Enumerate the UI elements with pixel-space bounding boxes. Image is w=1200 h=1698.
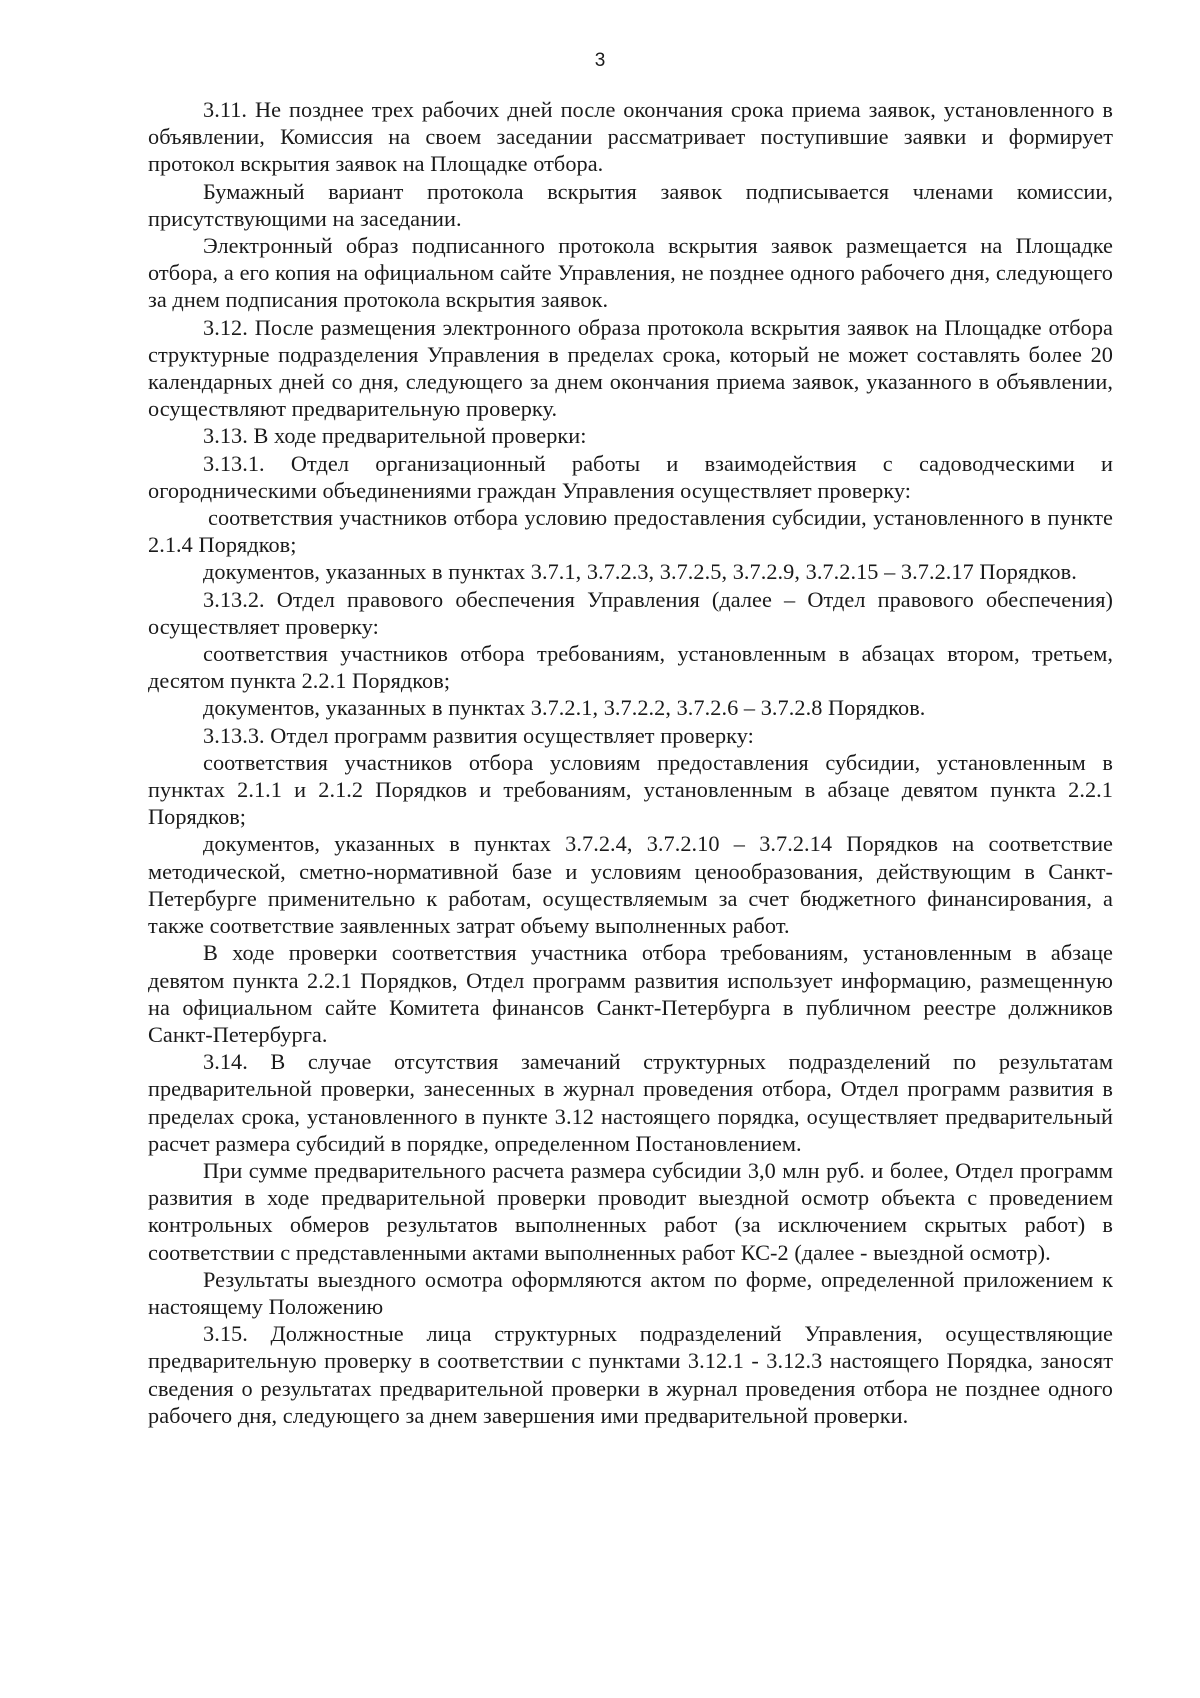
paragraph-site-inspection: При сумме предварительного расчета размера субсидии 3,0 млн руб. и более, Отдел программ развития в ходе предварительной проверки проводит выездной осмотр объекта с проведением контрольных обмеров результатов выполненных работ (за исключением скрытых работ) в соответствии с представленными актами выполненных работ КС-2 (далее - выездной осмотр). <box>148 1157 1113 1265</box>
document-body <box>148 96 1113 1429</box>
paragraph-3-13-3: 3.13.3. Отдел программ развития осуществляет проверку: <box>203 722 754 748</box>
paragraph-debtors-registry: В ходе проверки соответствия участника отбора требованиям, установленным в абзаце девятом пункта 2.2.1 Порядков, Отдел программ развития использует информацию, размещенную на официальном сайте Комитета финансов Санкт-Петербурга в публичном реестре должников Санкт-Петербурга. <box>148 940 1113 1047</box>
paragraph-3-13-1-condition: соответствия участников отбора условию предоставления субсидии, установленного в пункте 2.1.4 Порядков; <box>148 505 1113 558</box>
paragraph-electronic-protocol: Электронный образ подписанного протокола вскрытия заявок размещается на Площадке отбора, а его копия на официальном сайте Управления, не позднее одного рабочего дня, следующего за днем подписания протокола вскрытия заявок. <box>148 233 1113 313</box>
paragraph-3-13-2-requirements: соответствия участников отбора требованиям, установленным в абзацах втором, третьем, десятом пункта 2.2.1 Порядков; <box>148 641 1113 694</box>
paragraph-inspection-act: Результаты выездного осмотра оформляются актом по форме, определенной приложением к настоящему Положению <box>148 1266 1113 1319</box>
paragraph-3-13-2-documents: документов, указанных в пунктах 3.7.2.1, 3.7.2.2, 3.7.2.6 – 3.7.2.8 Порядков. <box>203 695 926 721</box>
paragraph-3-11: 3.11. Не позднее трех рабочих дней после окончания срока приема заявок, установленного в объявлении, Комиссия на своем заседании рассматривает поступившие заявки и формирует протокол вскрытия заявок на Площадке отбора. <box>148 97 1113 177</box>
paragraph-3-14: 3.14. В случае отсутствия замечаний структурных подразделений по результатам предварительной проверки, занесенных в журнал проведения отбора, Отдел программ развития в пределах срока, установленного в пункте 3.12 настоящего порядка, осуществляет предварительный расчет размера субсидий в порядке, определенном Постановлением. <box>148 1049 1113 1156</box>
paragraph-3-13-1: 3.13.1. Отдел организационный работы и взаимодействия с садоводческими и огородническими объединениями граждан Управления осуществляет проверку: <box>148 450 1113 503</box>
paragraph-3-12: 3.12. После размещения электронного образа протокола вскрытия заявок на Площадке отбора структурные подразделения Управления в пределах срока, который не может составлять более 20 календарных дней со дня, следующего за днем окончания приема заявок, указанного в объявлении, осуществляют предварительную проверку. <box>148 314 1113 422</box>
page-number: 3 <box>594 50 606 71</box>
paragraph-3-13-1-documents: документов, указанных в пунктах 3.7.1, 3.7.2.3, 3.7.2.5, 3.7.2.9, 3.7.2.15 – 3.7.2.17 Порядков. <box>203 559 1077 585</box>
paragraph-3-13-2: 3.13.2. Отдел правового обеспечения Управления (далее – Отдел правового обеспечения) осуществляет проверку: <box>148 586 1113 639</box>
paragraph-paper-protocol: Бумажный вариант протокола вскрытия заявок подписывается членами комиссии, присутствующими на заседании. <box>148 178 1113 231</box>
paragraph-3-13-3-conditions: соответствия участников отбора условиям предоставления субсидии, установленным в пунктах 2.1.1 и 2.1.2 Порядков и требованиям, установленным в абзаце девятом пункта 2.2.1 Порядков; <box>148 749 1113 830</box>
paragraph-3-13: 3.13. В ходе предварительной проверки: <box>203 423 587 449</box>
paragraph-3-15: 3.15. Должностные лица структурных подразделений Управления, осуществляющие предварительную проверку в соответствии с пунктами 3.12.1 - 3.12.3 настоящего Порядка, заносят сведения о результатах предварительной проверки в журнал проведения отбора не позднее одного рабочего дня, следующего за днем завершения ими предварительной проверки. <box>148 1321 1113 1428</box>
paragraph-3-13-3-documents: документов, указанных в пунктах 3.7.2.4, 3.7.2.10 – 3.7.2.14 Порядков на соответствие методической, сметно-нормативной базе и условиям ценообразования, действующим в Санкт-Петербурге применительно к работам, осуществляемым за счет бюджетного финансирования, а также соответствие заявленных затрат объему выполненных работ. <box>148 831 1113 939</box>
